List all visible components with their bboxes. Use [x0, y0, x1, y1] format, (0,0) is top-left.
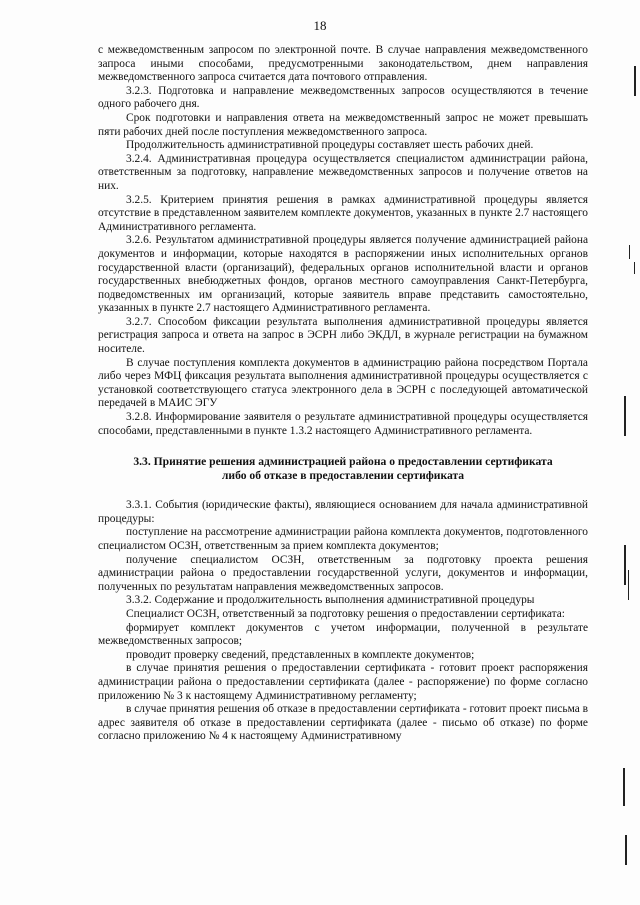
- paragraph: в случае принятия решения о предоставлении сертификата - готовит проект распоряжения администрации района о предоставлении сертификата (далее - распоряжение) по форме согласно приложению № 3 к настоящему Административному регламенту;: [98, 662, 588, 702]
- paragraph: 3.3.2. Содержание и продолжительность выполнения административной процедуры: [126, 594, 535, 607]
- section-heading-line2: либо об отказе в предоставлении сертификата: [221, 469, 465, 483]
- scan-artifact-mark: [625, 835, 627, 865]
- paragraph: формирует комплект документов с учетом информации, полученной в результате межведомственных запросов;: [98, 621, 588, 648]
- document-body: [98, 44, 588, 744]
- paragraph: поступление на рассмотрение администрации района комплекта документов, подготовленного специалистом ОСЗН, ответственным за прием комплекта документов;: [98, 526, 588, 552]
- paragraph: 3.2.8. Информирование заявителя о результате административной процедуры осуществляется способами, представленными в пункте 1.3.2 настоящего Административного регламента.: [98, 411, 588, 437]
- section-heading: [98, 455, 588, 483]
- paragraph: 3.2.6. Результатом административной процедуры является получение администрацией района документов и информации, которые находятся в распоряжении иных исполнительных органов государственной власти (организаций), федеральных органов исполнительной власти и органов государственных внебюджетных фондов, органов местного самоуправления Санкт-Петербурга, подведомственных им организаций, которые заявитель вправе представить самостоятельно, указанных в пункте 2.7 настоящего Административного регламента.: [98, 234, 588, 315]
- paragraph: Срок подготовки и направления ответа на межведомственный запрос не может превышать пяти рабочих дней после поступления межведомственного запроса.: [98, 111, 588, 138]
- paragraph: Продолжительность административной процедуры составляет шесть рабочих дней.: [126, 139, 534, 152]
- paragraph: получение специалистом ОСЗН, ответственным за подготовку проекта решения администрации района о предоставлении государственной услуги, документов и информации, полученных по результатам направления межведомственных запросов.: [98, 553, 588, 593]
- paragraph: В случае поступления комплекта документов в администрацию района посредством Портала либо через МФЦ фиксация результата выполнения административной процедуры осуществляется с установкой соответствующего статуса электронного дела в ЭСРН с последующей автоматической передачей в МАИС ЭГУ: [98, 356, 588, 410]
- scan-artifact-mark: [634, 262, 635, 274]
- paragraph: проводит проверку сведений, представленных в комплекте документов;: [126, 648, 475, 661]
- scan-artifact-mark: [629, 245, 630, 259]
- scan-artifact-mark: [623, 768, 625, 806]
- paragraph: 3.2.3. Подготовка и направление межведомственных запросов осуществляются в течение одного рабочего дня.: [98, 84, 588, 111]
- scan-artifact-mark: [624, 545, 626, 585]
- scan-artifact-mark: [628, 570, 629, 600]
- paragraph: 3.2.7. Способом фиксации результата выполнения административной процедуры является регистрация запроса и ответа на запрос в ЭСРН либо ЭКДЛ, в журнале регистрации на бумажном носителе.: [98, 315, 588, 356]
- section-heading-line1: 3.3. Принятие решения администрацией района о предоставлении сертификата: [133, 455, 553, 469]
- page-number: 18: [313, 18, 327, 33]
- paragraph: в случае принятия решения об отказе в предоставлении сертификата - готовит проект письма в адрес заявителя об отказе в предоставлении сертификата (далее - письмо об отказе) по форме согласно приложению № 4 к настоящему Административному: [98, 703, 588, 743]
- paragraph: с межведомственным запросом по электронной почте. В случае направления межведомственного запроса иными способами, предусмотренными законодательством, днем направления межведомственного запроса считается дата почтового отправления.: [98, 44, 588, 84]
- scan-artifact-mark: [634, 66, 636, 96]
- paragraph: Специалист ОСЗН, ответственный за подготовку решения о предоставлении сертификата:: [126, 607, 565, 620]
- scan-artifact-mark: [624, 396, 626, 436]
- paragraph: 3.2.5. Критерием принятия решения в рамках административной процедуры является отсутствие в представленном заявителем комплекте документов, указанных в пункте 2.7 настоящего Административного регламента.: [98, 193, 588, 233]
- paragraph: 3.2.4. Административная процедура осуществляется специалистом администрации района, ответственным за подготовку, направление межведомственных запросов и получение ответов на них.: [98, 152, 588, 192]
- paragraph: 3.3.1. События (юридические факты), являющиеся основанием для начала административной процедуры:: [98, 499, 588, 525]
